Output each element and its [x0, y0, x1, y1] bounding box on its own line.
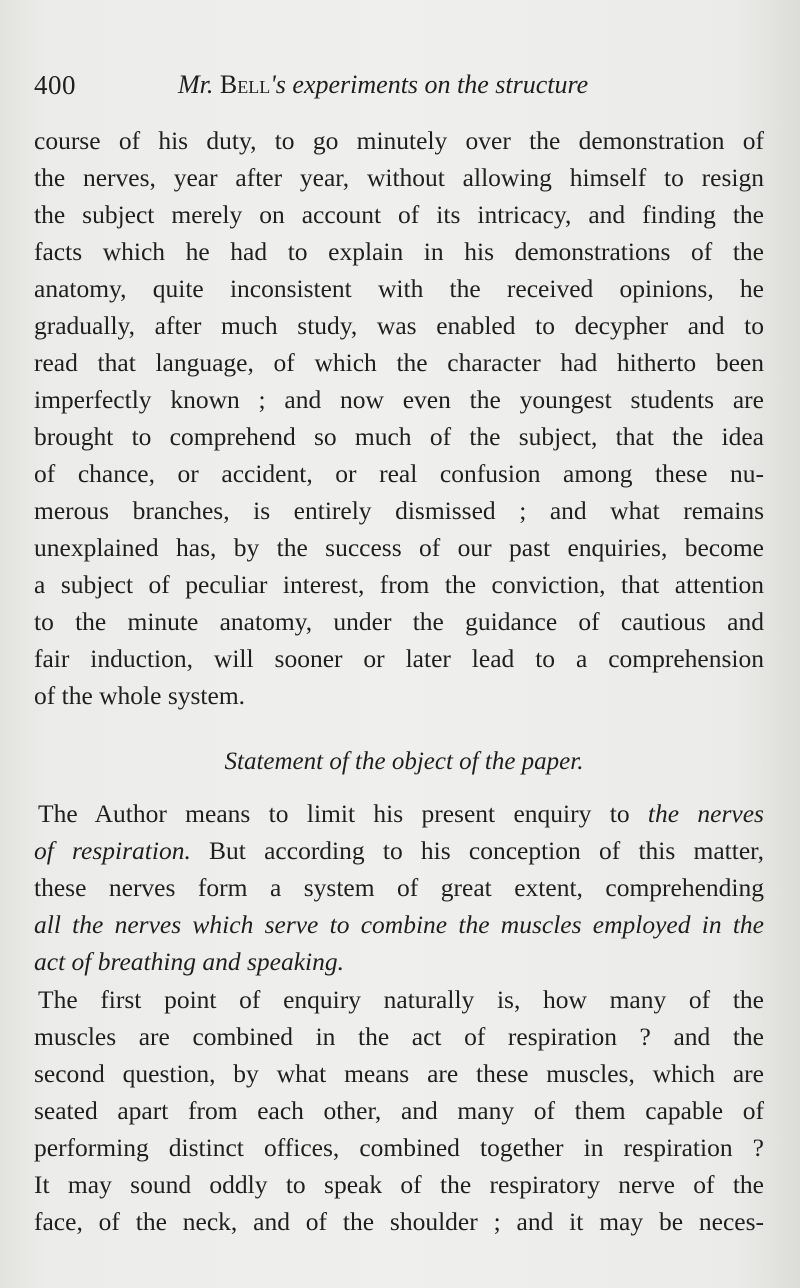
text-line: the nerves, year after year, without allowing himself to resign: [34, 163, 764, 192]
page-header: [34, 70, 764, 110]
text-line: [34, 795, 764, 832]
text-line: seated apart from each other, and many of them capable of: [34, 1096, 764, 1125]
text-line: act of breathing and speaking.: [34, 947, 344, 976]
text-line: face, of the neck, and of the shoulder ; and it may be neces-: [34, 1207, 764, 1236]
page-number: 400: [34, 70, 76, 100]
text-line: the subject merely on account of its intricacy, and finding the: [34, 200, 764, 229]
text-line: imperfectly known ; and now even the youngest students are: [34, 385, 764, 414]
text-line: [34, 832, 764, 869]
section-title-text: Statement of the object of the paper.: [224, 748, 584, 775]
text-line: course of his duty, to go minutely over the demonstration of: [34, 126, 764, 155]
italic-run: the nerves: [647, 799, 764, 828]
text-run: But according to his conception of this matter,: [190, 836, 764, 865]
paragraph-2: [34, 795, 764, 980]
text-line: of chance, or accident, or real confusion among these nu-: [34, 459, 764, 488]
text-line: read that language, of which the character had hitherto been: [34, 348, 764, 377]
running-head-name: Bell: [219, 70, 271, 99]
running-head-post: 's experiments on the structure: [270, 70, 589, 99]
paragraph-3: [34, 981, 764, 1240]
text-line: merous branches, is entirely dismissed ; and what remains: [34, 496, 764, 525]
text-line: facts which he had to explain in his demonstrations of the: [34, 237, 764, 266]
text-line: gradually, after much study, was enabled to decypher and to: [34, 311, 764, 340]
text-line: performing distinct offices, combined together in respiration ?: [34, 1133, 764, 1162]
text-line: a subject of peculiar interest, from the conviction, that attention: [34, 570, 764, 599]
text-line: unexplained has, by the success of our past enquiries, become: [34, 533, 764, 562]
running-head-pre: Mr.: [178, 70, 220, 99]
text-line: brought to comprehend so much of the subject, that the idea: [34, 422, 764, 451]
section-title: [0, 748, 800, 776]
text-line: It may sound oddly to speak of the respiratory nerve of the: [34, 1170, 764, 1199]
text-run: The Author means to limit his present enquiry to: [38, 799, 648, 828]
italic-run: of respiration.: [34, 836, 191, 865]
text-line: second question, by what means are these muscles, which are: [34, 1059, 764, 1088]
text-line: of the whole system.: [34, 681, 246, 710]
text-line: fair induction, will sooner or later lead to a comprehension: [34, 644, 764, 673]
text-line: to the minute anatomy, under the guidance of cautious and: [34, 607, 764, 636]
text-line: muscles are combined in the act of respiration ? and the: [34, 1022, 764, 1051]
text-line: The first point of enquiry naturally is, how many of the: [38, 985, 764, 1014]
running-head: [178, 70, 588, 100]
paragraph-1: [34, 122, 764, 714]
text-line: anatomy, quite inconsistent with the received opinions, he: [34, 274, 764, 303]
text-line: these nerves form a system of great extent, comprehending: [34, 873, 764, 902]
text-line: all the nerves which serve to combine the muscles employed in the: [34, 910, 764, 939]
